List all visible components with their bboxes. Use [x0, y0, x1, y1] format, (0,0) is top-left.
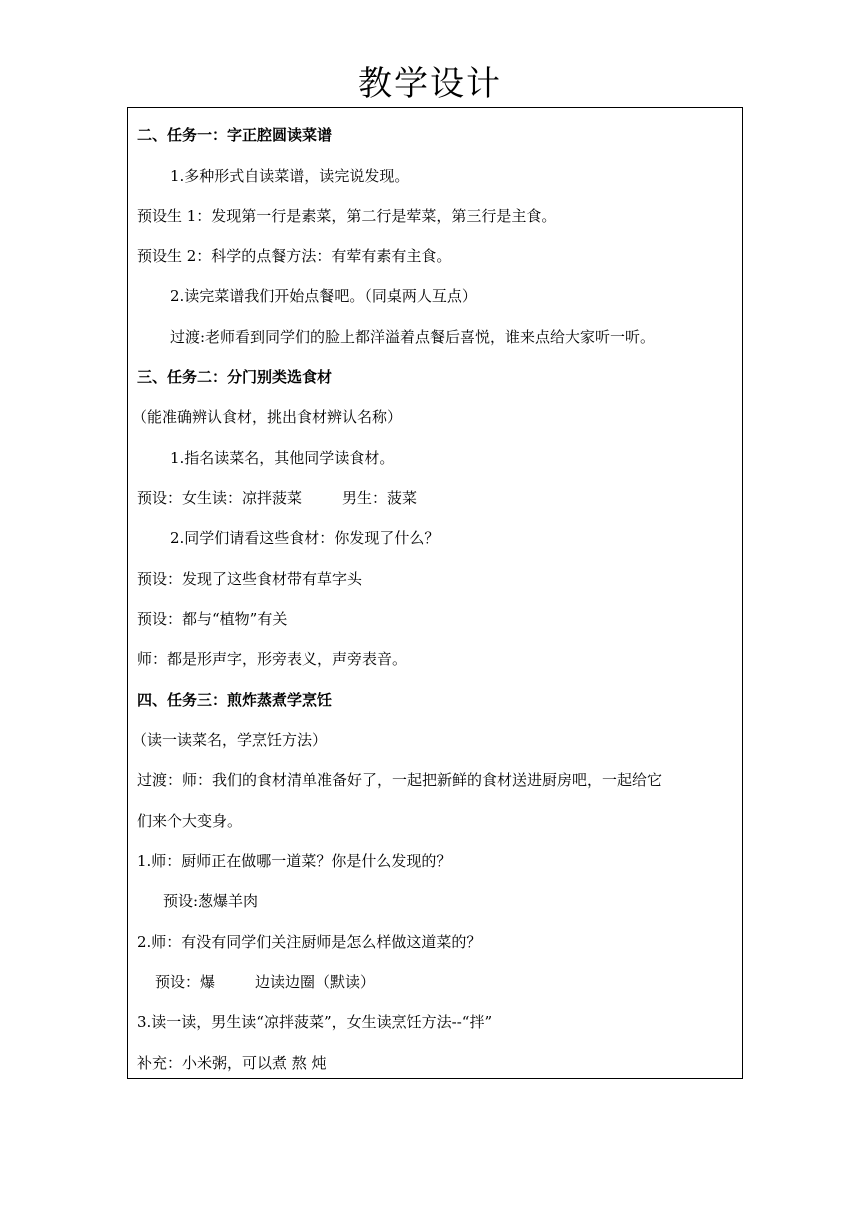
teacher-text: 师：都是形声字，形旁表义，声旁表音。: [137, 650, 408, 668]
reading-instruction: 边读边圈（默读）: [255, 973, 376, 991]
section-heading-task-3: 四、任务三：煎炸蒸煮学烹饪: [137, 691, 333, 709]
step-text: 3.读一读，男生读“凉拌菠菜”，女生读烹饪方法--“拌”: [137, 1013, 493, 1031]
lesson-content-box: [127, 107, 743, 1079]
note-text: （读一读菜名，学烹饪方法）: [132, 731, 328, 749]
expected-answer-text: 预设生 1：发现第一行是素菜，第二行是荤菜，第三行是主食。: [137, 207, 557, 225]
expected-answer-text: 预设:葱爆羊肉: [163, 892, 259, 910]
expected-answer-boys: 男生：菠菜: [342, 489, 418, 507]
expected-answer-text: 预设：都与“植物”有关: [137, 610, 288, 628]
supplement-text: 补充：小米粥，可以煮 熬 炖: [137, 1054, 327, 1072]
step-text: 1.指名读菜名，其他同学读食材。: [170, 449, 395, 467]
section-heading-task-2: 三、任务二：分门别类选食材: [137, 368, 333, 386]
expected-answer-text: 预设生 2：科学的点餐方法：有荤有素有主食。: [137, 247, 452, 265]
transition-text-continued: 们来个大变身。: [137, 812, 243, 830]
step-text: 1.师：厨师正在做哪一道菜？你是什么发现的？: [137, 852, 452, 870]
expected-answer-text: [155, 972, 375, 992]
transition-text: 过渡:老师看到同学们的脸上都洋溢着点餐后喜悦，谁来点给大家听一听。: [170, 328, 656, 346]
expected-answer-girls: 预设：女生读：凉拌菠菜: [137, 489, 303, 507]
step-text: 1.多种形式自读菜谱，读完说发现。: [170, 167, 410, 185]
expected-answer-text: [137, 488, 417, 508]
page-title: 教学设计: [358, 64, 502, 104]
section-heading-task-1: 二、任务一：字正腔圆读菜谱: [137, 126, 333, 144]
expected-answer-word: 预设：爆: [155, 973, 216, 991]
transition-text: 过渡：师：我们的食材清单准备好了，一起把新鲜的食材送进厨房吧，一起给它: [137, 771, 663, 789]
step-text: 2.师：有没有同学们关注厨师是怎么样做这道菜的？: [137, 933, 482, 951]
step-text: 2.读完菜谱我们开始点餐吧。（同桌两人互点）: [170, 287, 477, 305]
expected-answer-text: 预设：发现了这些食材带有草字头: [137, 570, 363, 588]
step-text: 2.同学们请看这些食材：你发现了什么？: [170, 529, 440, 547]
note-text: （能准确辨认食材，挑出食材辨认名称）: [132, 408, 403, 426]
